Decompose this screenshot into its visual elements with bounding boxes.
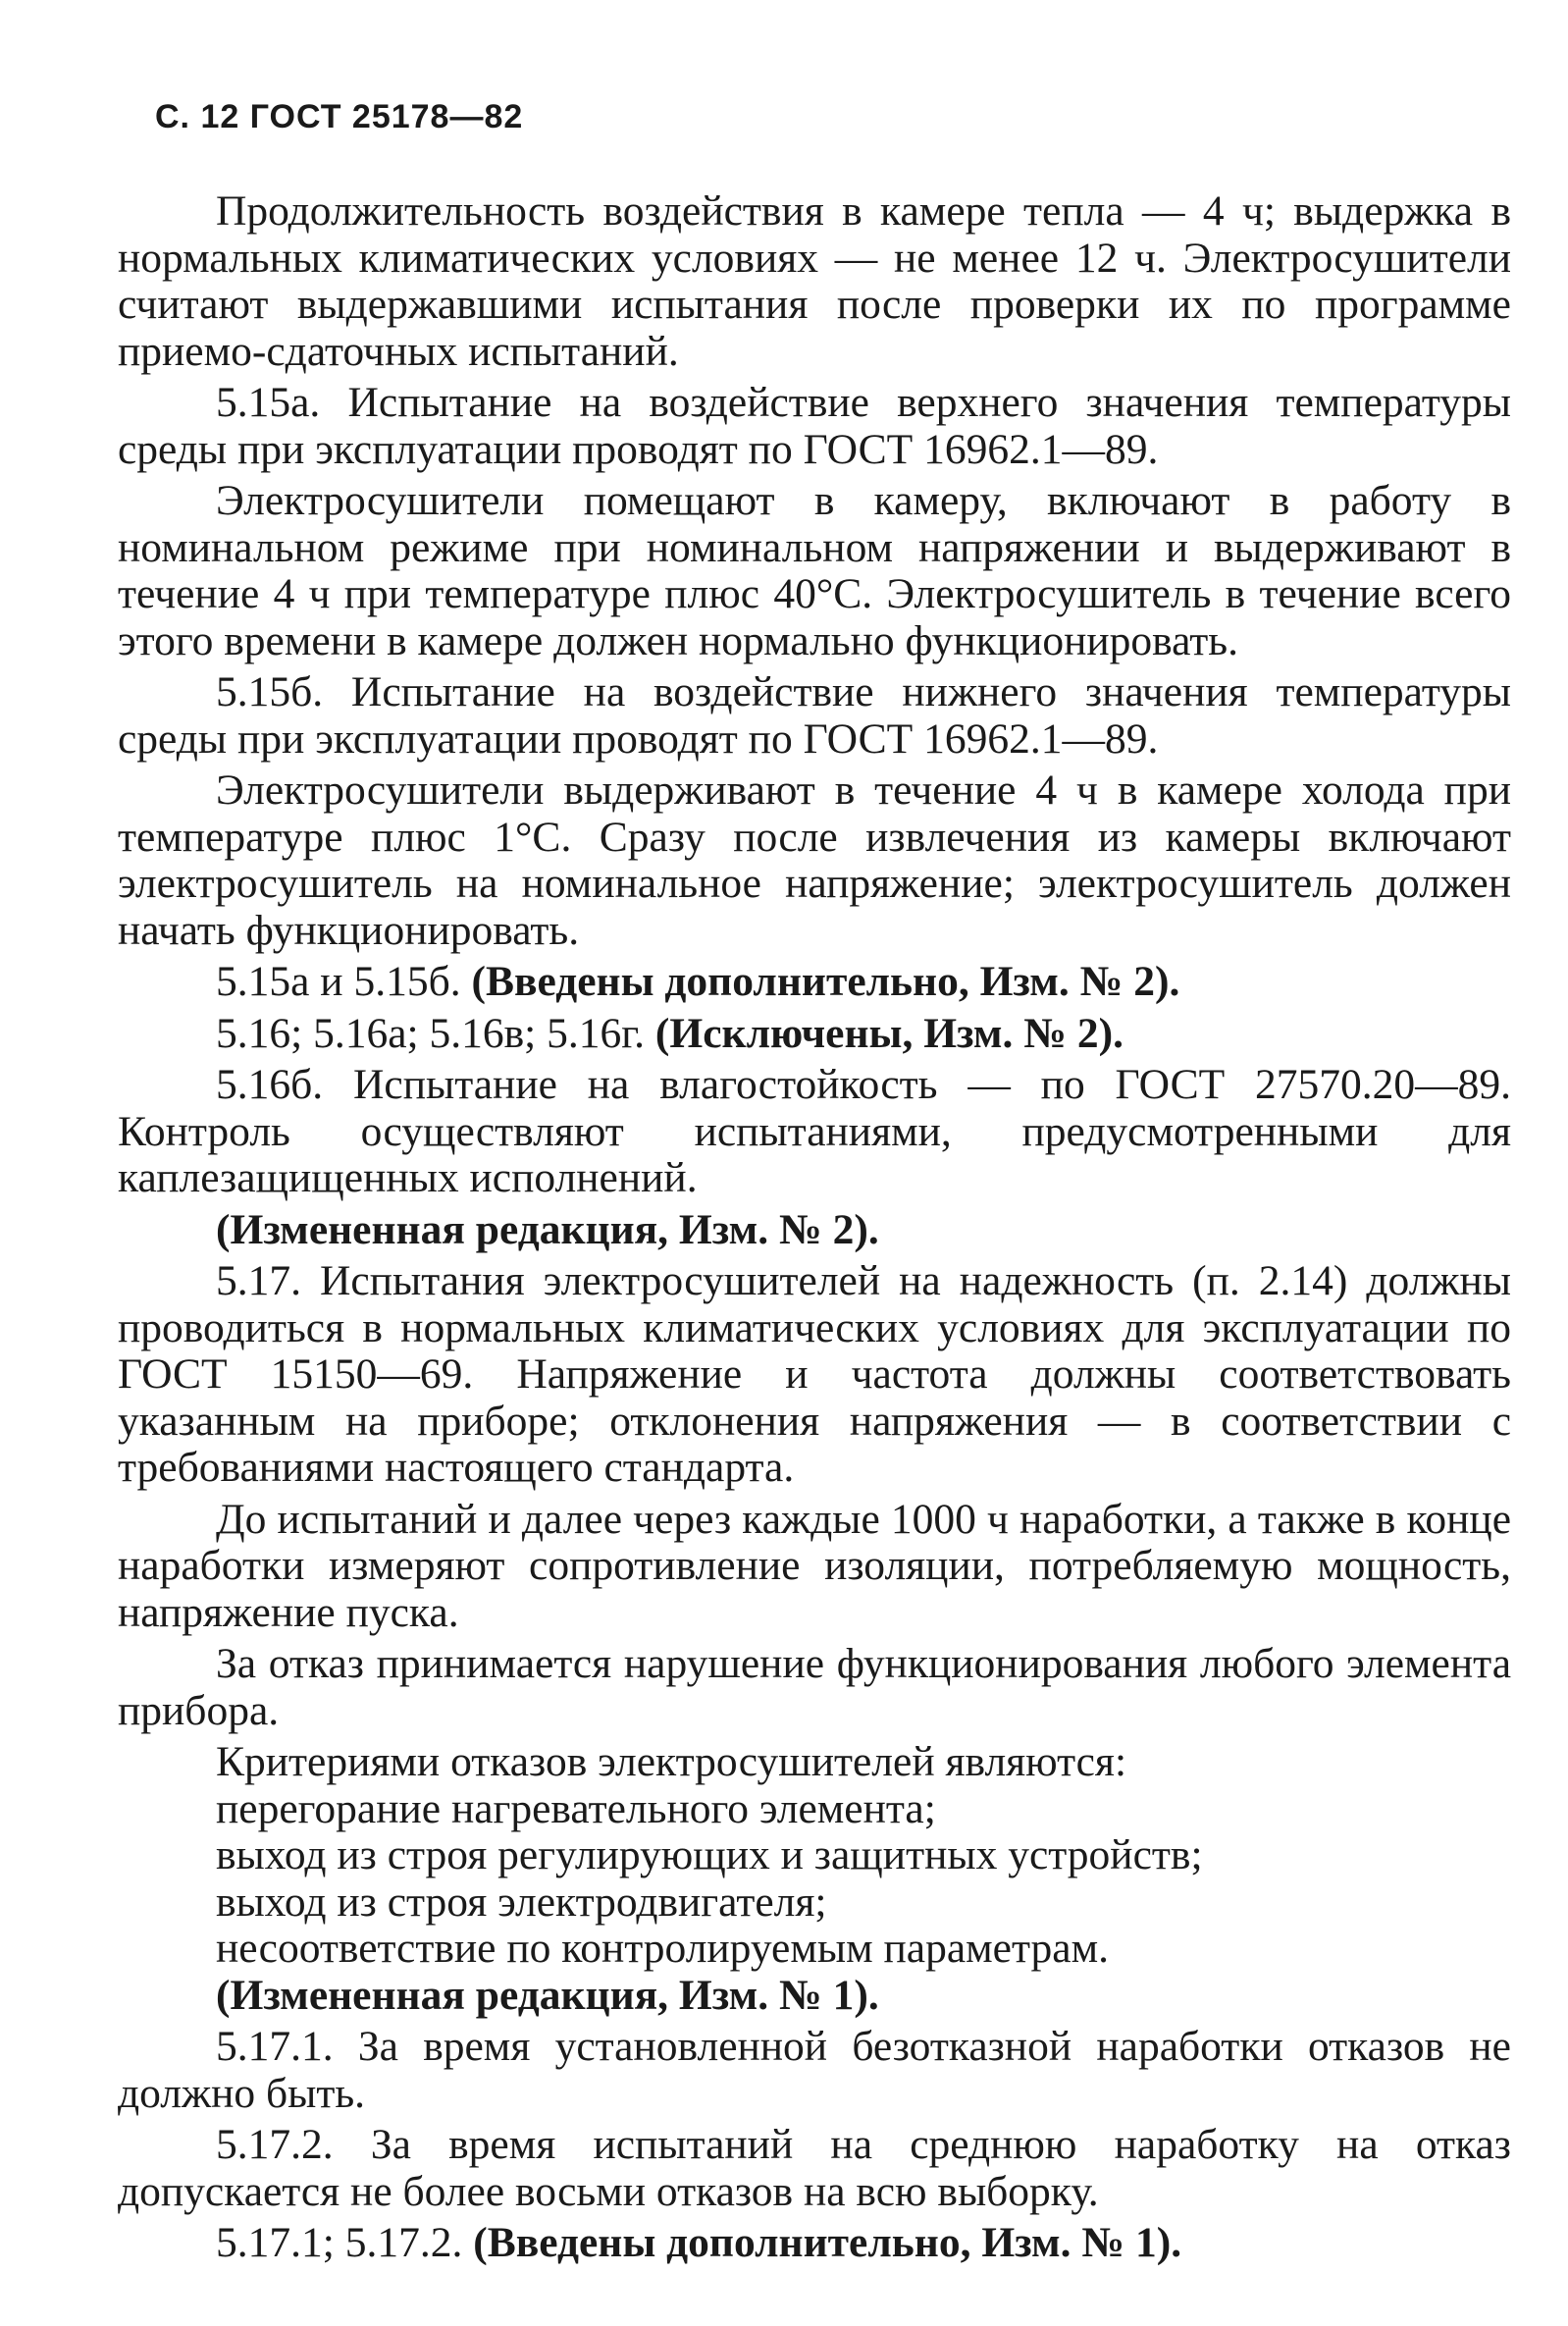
criteria-item: перегорание нагревательного элемента; <box>216 1784 936 1832</box>
paragraph-5-17-measurements: До испытаний и далее через каждые 1000 ч наработки, а также в конце наработки измеряют сопротивление изоляции, потребляемую мощность, напряжение пуска. <box>118 1495 1511 1636</box>
paragraph-5-16b: 5.16б. Испытание на влагостойкость — по ГОСТ 27570.20—89. Контроль осуществляют испытаниями, предусмотренными для каплезащищенных исполнений. <box>118 1061 1511 1201</box>
paragraph-5-15b-procedure: Электросушители выдерживают в течение 4 ч в камере холода при температуре плюс 1°С. Сразу после извлечения из камеры включают электросушитель на номинальное напряжение; электросушитель должен начать функционировать. <box>118 767 1511 954</box>
document-body <box>118 188 1511 2272</box>
criteria-item: несоответствие по контролируемым параметрам. <box>216 1925 1109 1972</box>
amendment-note-5-16: 5.16; 5.16а; 5.16в; 5.16г. (Исключены, Изм. № 2). <box>216 1009 1124 1057</box>
paragraph-5-17-2: 5.17.2. За время испытаний на среднюю наработку на отказ допускается не более восьми отказов на всю выборку. <box>118 2121 1511 2215</box>
paragraph-5-15a: 5.15а. Испытание на воздействие верхнего значения температуры среды при эксплуатации проводят по ГОСТ 16962.1—89. <box>118 379 1511 473</box>
amendment-note-5-17: 5.17.1; 5.17.2. (Введены дополнительно, Изм. № 1). <box>216 2219 1182 2266</box>
paragraph-5-15a-procedure: Электросушители помещают в камеру, включают в работу в номинальном режиме при номинальном напряжении и выдерживают в течение 4 ч при температуре плюс 40°С. Электросушитель в течение всего этого времени в камере должен нормально функционировать. <box>118 477 1511 664</box>
amendment-note-5-15: 5.15а и 5.15б. (Введены дополнительно, Изм. № 2). <box>216 958 1180 1005</box>
amendment-note-criteria: (Измененная редакция, Изм. № 1). <box>216 1971 879 2019</box>
criteria-item: выход из строя электродвигателя; <box>216 1877 827 1926</box>
paragraph-5-15b: 5.15б. Испытание на воздействие нижнего значения температуры среды при эксплуатации проводят по ГОСТ 16962.1—89. <box>118 668 1511 763</box>
criteria-intro: Критериями отказов электросушителей являются: <box>216 1738 1127 1785</box>
paragraph-5-17: 5.17. Испытания электросушителей на надежность (п. 2.14) должны проводиться в нормальных климатических условиях для эксплуатации по ГОСТ 15150—69. Напряжение и частота должны соответствовать указанным на приборе; отклонения напряжения — в соответствии с требованиями настоящего стандарта. <box>118 1257 1511 1491</box>
paragraph-5-17-1: 5.17.1. За время установленной безотказной наработки отказов не должно быть. <box>118 2023 1511 2117</box>
paragraph-5-17-failure: За отказ принимается нарушение функционирования любого элемента прибора. <box>118 1640 1511 1734</box>
amendment-note-5-16b: (Измененная редакция, Изм. № 2). <box>216 1205 879 1253</box>
page-header: С. 12 ГОСТ 25178—82 <box>155 98 524 135</box>
paragraph-heat-test: Продолжительность воздействия в камере тепла — 4 ч; выдержка в нормальных климатических условиях — не менее 12 ч. Электросушители считают выдержавшими испытания после проверки их по программе приемо-сдаточных испытаний. <box>118 187 1511 375</box>
criteria-item: выход из строя регулирующих и защитных устройств; <box>216 1831 1203 1878</box>
